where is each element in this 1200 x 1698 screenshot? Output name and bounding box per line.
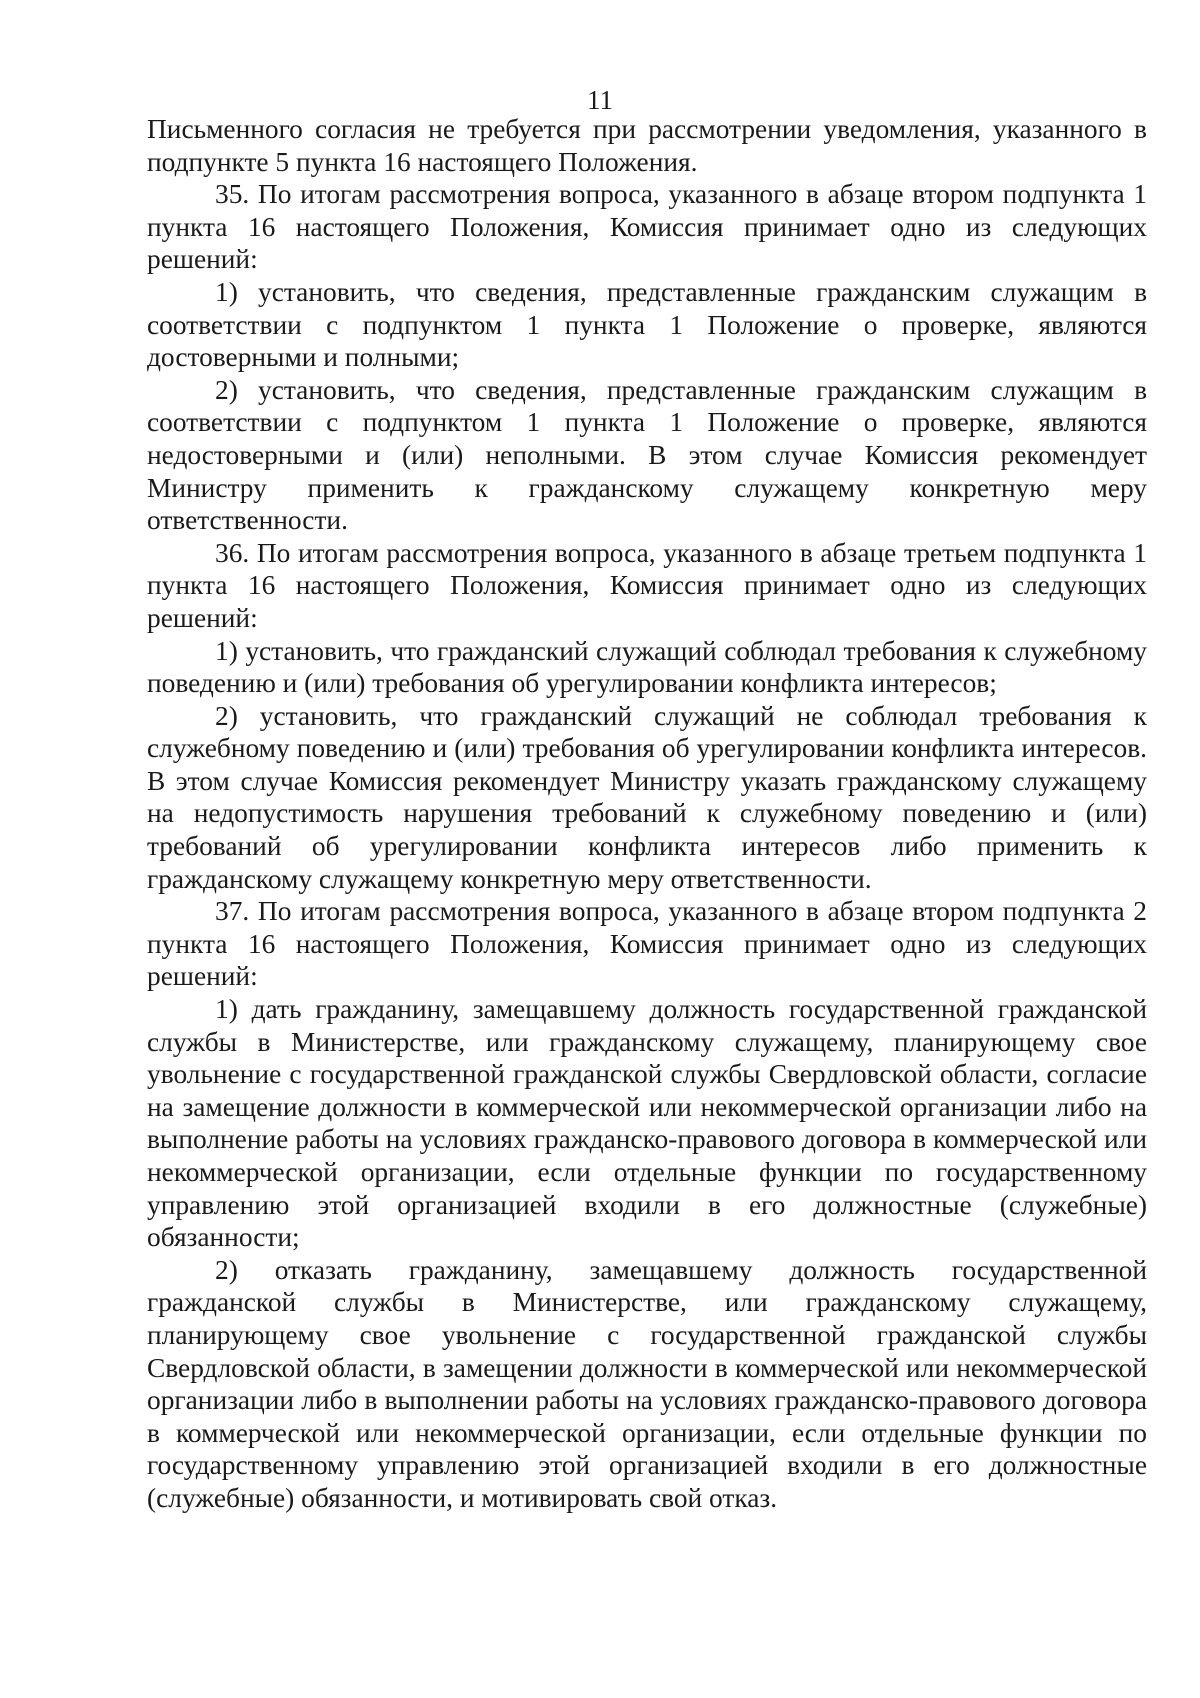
paragraph-continuation: Письменного согласия не требуется при рассмотрении уведомления, указанного в подпункте 5 пункта 16 настоящего Положения. <box>147 114 1147 177</box>
paragraph-item-35: 35. По итогам рассмотрения вопроса, указанного в абзаце втором подпункта 1 пункта 16 настоящего Положения, Комиссия принимает одно из следующих решений: <box>147 179 1147 275</box>
paragraph-item-35-2: 2) установить, что сведения, представленные гражданским служащим в соответствии с подпунктом 1 пункта 1 Положение о проверке, являются недостоверными и (или) неполными. В этом случае Комиссия рекомендует Министру применить к гражданскому служащему конкретную меру ответственности. <box>147 374 1147 536</box>
document-body <box>147 113 1147 1515</box>
paragraph-item-36-1: 1) установить, что гражданский служащий соблюдал требования к служебному поведению и (или) требования об урегулировании конфликта интересов; <box>147 635 1147 699</box>
paragraph-item-37-1: 1) дать гражданину, замещавшему должность государственной гражданской службы в Министерстве, или гражданскому служащему, планирующему свое увольнение с государственной гражданской службы Свердловской области, согласие на замещение должности в коммерческой или некоммерческой организации либо на выполнение работы на условиях гражданско-правового договора в коммерческой или некоммерческой организации, если отдельные функции по государственному управлению этой организацией входили в его должностные (служебные) обязанности; <box>147 994 1147 1253</box>
paragraph-item-37-2: 2) отказать гражданину, замещавшему должность государственной гражданской службы в Министерстве, или гражданскому служащему, планирующему свое увольнение с государственной гражданской службы Свердловской области, в замещении должности в коммерческой или некоммерческой организации либо в выполнении работы на условиях гражданско-правового договора в коммерческой или некоммерческой организации, если отдельные функции по государственному управлению этой организацией входили в его должностные (служебные) обязанности, и мотивировать свой отказ. <box>147 1254 1147 1513</box>
paragraph-item-36-2: 2) установить, что гражданский служащий не соблюдал требования к служебному поведению и (или) требования об урегулировании конфликта интересов. В этом случае Комиссия рекомендует Министру указать гражданскому служащему на недопустимость нарушения требований к служебному поведению и (или) требований об урегулировании конфликта интересов либо применить к гражданскому служащему конкретную меру ответственности. <box>147 700 1147 894</box>
paragraph-item-35-1: 1) установить, что сведения, представленные гражданским служащим в соответствии с подпунктом 1 пункта 1 Положение о проверке, являются достоверными и полными; <box>147 276 1147 373</box>
paragraph-item-36: 36. По итогам рассмотрения вопроса, указанного в абзаце третьем подпункта 1 пункта 16 настоящего Положения, Комиссия принимает одно из следующих решений: <box>147 537 1147 633</box>
paragraph-item-37: 37. По итогам рассмотрения вопроса, указанного в абзаце втором подпункта 2 пункта 16 настоящего Положения, Комиссия принимает одно из следующих решений: <box>147 896 1147 992</box>
page-number: 11 <box>587 85 613 115</box>
